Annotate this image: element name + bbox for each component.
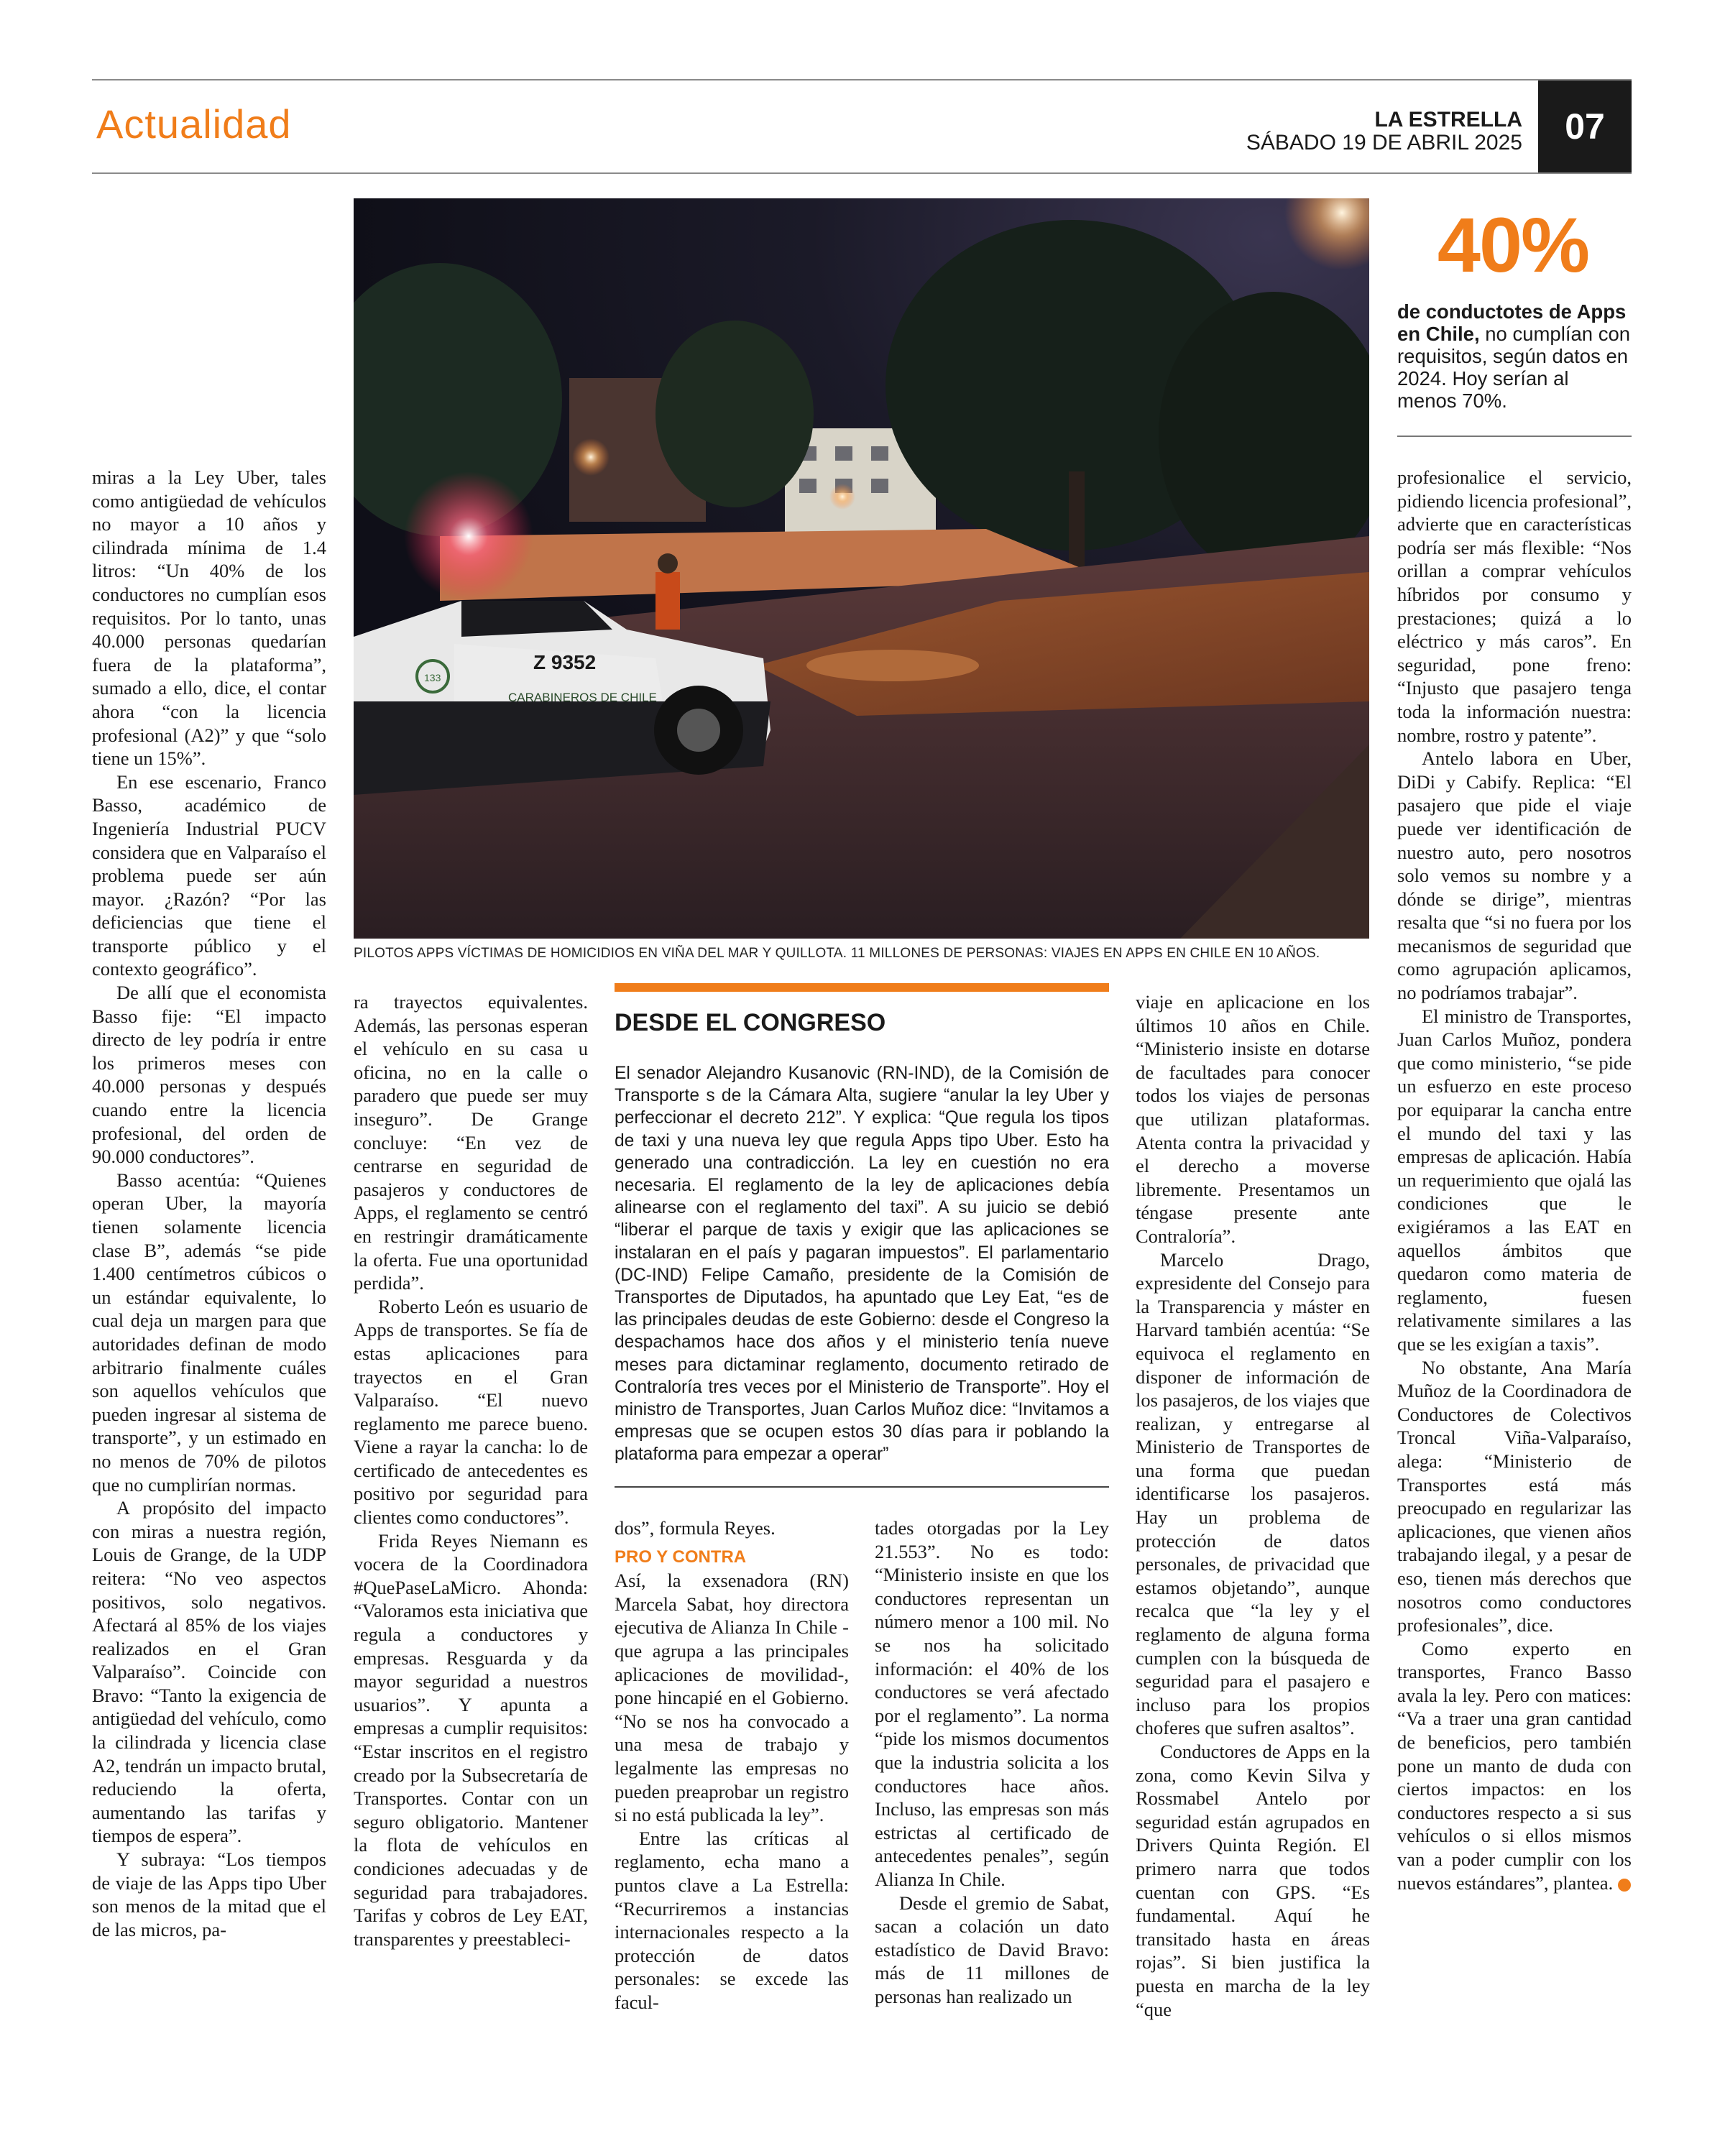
paragraph: Marcelo Drago, expresidente del Consejo para la Transparencia y máster en Harvard también acentúa: “Se equivoca el reglamento en disponer de información de los pasajeros, de los viajes que realizan, y entregarse al Ministerio de Transportes de una forma que puedan identificarse los pasajeros. Hay un problema de protección de datos personales, de privacidad que estamos objetando”, aunque recalca que “la ley y el reglamento de alguna forma cumplen con la búsqueda de seguridad para el pasajero e incluso para los propios choferes que sufren asaltos”.	[1136, 1248, 1370, 1739]
paragraph: Entre las críticas al reglamento, echa mano a puntos clave a La Estrella: “Recurriremos a instancias internacionales respecto a la protección de datos personales: se excede las facul-	[615, 1827, 849, 2013]
subheading: PRO Y CONTRA	[615, 1547, 747, 1567]
paragraph: Conductores de Apps en la zona, como Kevin Silva y Rossmabel Antelo por seguridad están agrupados en Drivers Quinta Región. El primero narra que todos cuentan con GPS. “Es fundamental. Aquí he transitado hasta en áreas rojas”. Si bien justifica la puesta en marcha de la ley “que	[1136, 1741, 1370, 2020]
paragraph: ra trayectos equivalentes. Además, las personas esperan el vehículo en su casa u oficina, no en la calle o paradero que puede ser muy inseguro”. De Grange concluye: “En vez de centrarse en seguridad de pasajeros y conductores de Apps, el reglamento se centró en restringir dramáticamente la oferta. Fue una oportunidad perdida”.	[354, 991, 588, 1294]
paragraph: Desde el gremio de Sabat, sacan a colación un dato estadístico de David Bravo: más de 11 millones de personas han realizado un	[875, 1892, 1109, 2007]
sidebar-bottom-rule	[615, 1486, 1109, 1488]
paragraph: Antelo labora en Uber, DiDi y Cabify. Replica: “El pasajero que pide el viaje puede ver identificación de nuestro auto, pero nosotros solo vemos su nombre y a dónde se dirige”, mientras resalta que “si no fuera por los mecanismos de seguridad que como agrupación aplicamos, no podríamos trabajar”.	[1397, 747, 1632, 1004]
section-title: Actualidad	[96, 101, 292, 147]
paragraph: A propósito del impacto con miras a nuestra región, Louis de Grange, de la UDP reitera: “No veo aspectos positivos, solo negativos. Afectará al 85% de los viajes realizados en el Gran Valparaíso”. Coincide con Bravo: “Tanto la exigencia de antigüedad del vehículo, como la cilindrada y licencia clase A2, tendrán un impacto brutal, reduciendo la oferta, aumentando las tarifas y tiempos de espera”.	[92, 1497, 326, 1847]
paragraph: No obstante, Ana María Muñoz de la Coordinadora de Conductores de Colectivos Troncal Viña-Valparaíso, alega: “Ministerio de Transportes está más preocupado en regularizar las aplicaciones, que vienen años trabajando ilegal, y a pesar de eso, tienen más derechos que nosotros como conductores profesionales”, dice.	[1397, 1356, 1632, 1636]
paragraph: miras a la Ley Uber, tales como antigüedad de vehículos no mayor a 10 años y cilindrada mínima de 1.4 litros: “Un 40% de los conductores no cumplían esos requisitos. Por lo tanto, unas 40.000 personas quedarían fuera de la plataforma”, sumado a ello, dice, el contar ahora “con la licencia profesional (A2)” y que “solo tiene un 15%”.	[92, 466, 326, 770]
paragraph: Frida Reyes Niemann es vocera de la Coordinadora #QuePaseLaMicro. Ahonda: “Valoramos esta iniciativa que regula a conductores y empresas. Resguarda y da mayor seguridad a nuestros usuarios”. Y apunta a empresas a cumplir requisitos: “Estar inscritos en el registro creado por la Subsecretaría de Transportes. Contar con un seguro obligatorio. Mantener la flota de vehículos en condiciones adecuadas y de seguridad para trabajadores. Tarifas y cobros de Ley EAT, transparentes y preestableci-	[354, 1529, 588, 1950]
article-column-1	[92, 466, 326, 1941]
car-unit-number: 133	[424, 672, 441, 683]
paragraph: De allí que el economista Basso fije: “El impacto directo de ley podría ir entre los primeros meses con 40.000 personas y después cuando entre la licencia profesional, del orden de 90.000 conductores”.	[92, 982, 326, 1168]
header-bottom-rule	[92, 172, 1632, 174]
paragraph: En ese escenario, Franco Basso, académico de Ingeniería Industrial PUCV considera que en Valparaíso el problema puede ser aún mayor. ¿Razón? “Por las deficiencias que tiene el transporte público y el contexto geográfico”.	[92, 770, 326, 980]
paragraph: Así, la exsenadora (RN) Marcela Sabat, hoy directora ejecutiva de Alianza In Chile -que agrupa a las principales aplicaciones de movilidad-, pone hincapié en el Gobierno. “No se nos ha convocado a una mesa de trabajo y legalmente las empresas no pueden preaprobar un registro si no está publicada la ley”.	[615, 1570, 849, 1826]
article-column-6	[1397, 466, 1651, 1894]
paragraph-text: Como experto en transportes, Franco Basso avala la ley. Pero con matices: “Va a traer una gran cantidad de beneficios, pero también pone un manto de duda con ciertos impactos: en los conductores respecto a si sus vehículos o si ellos mismos van a poder cumplir con los nuevos estándares”, plantea.	[1397, 1637, 1632, 1894]
paragraph: Y subraya: “Los tiempos de viaje de las Apps tipo Uber son menos de la mitad que el de las micros, pa-	[92, 1848, 326, 1940]
car-plate: Z 9352	[533, 651, 597, 673]
article-column-3	[615, 1516, 849, 2014]
paragraph: viaje en aplicacione en los últimos 10 años en Chile. “Ministerio insiste en dotarse de facultades para conocer todos los viajes de personas que utilizan plataformas. Atenta contra la privacidad y el derecho a moverse libremente. Presentamos un téngase presente ante Contraloría”.	[1136, 991, 1370, 1247]
article-column-2	[354, 990, 588, 1950]
stat-description	[1397, 300, 1632, 412]
stat-text-rest: no cumplían con requisitos, según datos en 2024. Hoy serían al menos 70%.	[1397, 323, 1631, 412]
issue-date: SÁBADO 19 DE ABRIL 2025	[1246, 131, 1522, 155]
article-column-4	[875, 1516, 1109, 2008]
sidebar-body: El senador Alejandro Kusanovic (RN-IND), de la Comisión de Transporte s de la Cámara Alta, sugiere “anular la ley Uber y perfeccionar el decreto 212”. Y explica: “Que regula los tipos de taxi y una nueva ley que regula Apps tipo Uber. Esto ha generado una contradicción. La ley en cuestión no era necesaria. El reglamento de la ley de aplicaciones debía alinearse con el reglamento del taxi”. A su juicio se debió “liberar el parque de taxis y exigir que las aplicaciones se instalaran en el país y pagaran impuestos”. El parlamentario (DC-IND) Felipe Camaño, presidente de la Comisión de Transportes de Diputados, ha apuntado que Ley Eat, “es de las principales deudas de este Gobierno: desde el Congreso la despachamos hace dos años y el ministerio tenía nueve meses para dictaminar reglamento, documento retirado de Contraloría tres veces por el Ministerio de Transporte”. Hoy el ministro de Transportes, Juan Carlos Muñoz dice: “Invitamos a empresas que se ocupen estos 30 días para ir poblando la plataforma para empezar a operar”	[615, 1064, 1109, 1465]
sidebar-title: DESDE EL CONGRESO	[615, 1009, 886, 1036]
stat-bold-lead: de conductotes de Apps en Chile,	[1397, 300, 1627, 345]
stat-rule	[1397, 436, 1632, 437]
paragraph: El ministro de Transportes, Juan Carlos Muñoz, pondera que como ministerio, “se pide un esfuerzo en este proceso por equiparar la cancha entre el mundo del taxi y las empresas de aplicación. Había un requerimiento que ojalá las condiciones que le exigiéramos a las EAT en aquellos ámbitos que quedaron como materia de reglamento, fuesen relativamente similares a las que se les exigían a taxis”.	[1397, 1005, 1632, 1355]
newspaper-name: LA ESTRELLA	[1374, 108, 1522, 132]
paragraph: tades otorgadas por la Ley 21.553”. No es todo: “Ministerio insiste en que los conductores representan un número menor a 100 mil. No se nos ha solicitado información: el 40% de los conductores se verá afectado por el reglamento”. La norma “pide los mismos documentos que la industria solicita a los conductores hace años. Incluso, las empresas son más estrictas al certificado de antecedentes penales”, según Alianza In Chile.	[875, 1517, 1109, 1890]
night-police-scene-illustration	[354, 198, 1369, 939]
header-top-rule	[92, 79, 1632, 80]
article-column-5	[1136, 990, 1370, 2021]
photo-caption: PILOTOS APPS VÍCTIMAS DE HOMICIDIOS EN VIÑA DEL MAR Y QUILLOTA. 11 MILLONES DE PERSONAS: VIAJES EN APPS EN CHILE EN 10 AÑOS.	[354, 946, 1320, 961]
sidebar-accent-bar	[615, 983, 1109, 992]
paragraph: dos”, formula Reyes.	[615, 1517, 776, 1539]
news-photo	[354, 198, 1369, 939]
car-label: CARABINEROS DE CHILE	[508, 691, 657, 704]
paragraph: Basso acentúa: “Quienes operan Uber, la mayoría tienen solamente licencia clase B”, además “se pide 1.400 centímetros cúbicos o un estándar equivalente, lo cual deja un margen para que autoridades definan de modo arbitrario finalmente cuáles son aquellos vehículos que pueden ingresar al sistema de transporte”, y un estimado en no menos de 70% de pilotos que no cumplirían normas.	[92, 1169, 326, 1496]
page-number: 07	[1538, 80, 1632, 172]
paragraph: Roberto León es usuario de Apps de transportes. Se fía de estas aplicaciones para trayectos en el Gran Valparaíso. “El nuevo reglamento me parece bueno. Viene a rayar la cancha: lo de certificado de antecedentes es positivo por seguridad para clientes como conductores”.	[354, 1295, 588, 1529]
end-of-article-icon: ✪	[1618, 1879, 1631, 1892]
paragraph	[1397, 1637, 1651, 1895]
paragraph: profesionalice el servicio, pidiendo licencia profesional”, advierte que en características podría ser más flexible: “Nos orillan a comprar vehículos híbridos por consumo y prestaciones; quizá a lo eléctrico y más caros”. En seguridad, pone freno: “Injusto que pasajero tenga toda la información nuestra: nombre, rostro y patente”.	[1397, 466, 1632, 746]
stat-percentage: 40%	[1437, 201, 1589, 288]
